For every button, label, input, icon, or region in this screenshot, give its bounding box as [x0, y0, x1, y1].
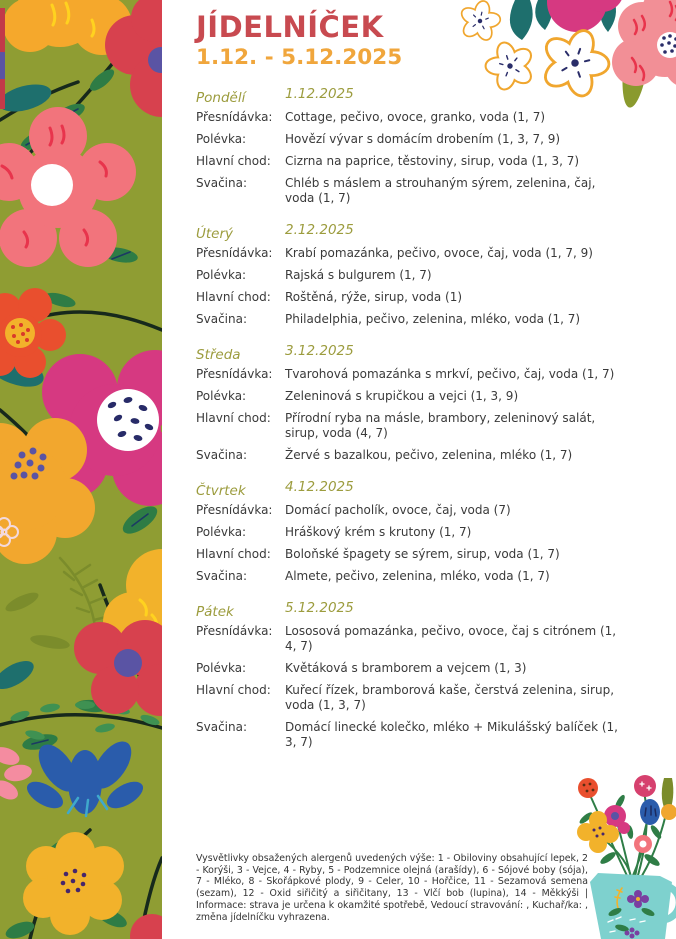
- meal-label: Hlavní chod:: [196, 546, 271, 561]
- meal-row: [196, 661, 625, 676]
- meal-row: [196, 154, 625, 169]
- day-section-thursday: [196, 478, 625, 584]
- day-name: Středa: [196, 346, 241, 363]
- meal-label: Polévka:: [196, 660, 247, 675]
- meal-value: Krabí pomazánka, pečivo, ovoce, čaj, voda (1, 7, 9): [285, 245, 593, 260]
- meal-value: Chléb s máslem a strouhaným sýrem, zelenina, čaj, voda (1, 7): [285, 175, 596, 205]
- meal-label: Polévka:: [196, 267, 247, 282]
- meal-value: Philadelphia, pečivo, zelenina, mléko, voda (1, 7): [285, 311, 581, 326]
- meal-label: Svačina:: [196, 568, 248, 583]
- meal-value: Přírodní ryba na másle, brambory, zeleninový salát, sirup, voda (4, 7): [285, 410, 596, 440]
- meal-value: Rajská s bulgurem (1, 7): [285, 267, 432, 282]
- meal-label: Polévka:: [196, 388, 247, 403]
- meal-row: [196, 246, 625, 261]
- meal-row: [196, 720, 625, 750]
- day-section-wednesday: [196, 342, 625, 463]
- meal-value: Zeleninová s krupičkou a vejci (1, 3, 9): [285, 388, 519, 403]
- meal-label: Přesnídávka:: [196, 502, 273, 517]
- meal-label: Polévka:: [196, 131, 247, 146]
- meal-row: [196, 290, 625, 305]
- meal-row: [196, 525, 625, 540]
- meal-label: Svačina:: [196, 447, 248, 462]
- meal-row: [196, 624, 625, 654]
- day-date: 5.12.2025: [285, 599, 354, 616]
- floral-left-border-illustration: [0, 0, 162, 939]
- meal-value: Boloňské špagety se sýrem, sirup, voda (1, 7): [285, 546, 560, 561]
- meal-row: [196, 367, 625, 382]
- meal-value: Hráškový krém s krutony (1, 7): [285, 524, 472, 539]
- meal-label: Hlavní chod:: [196, 153, 271, 168]
- meal-label: Hlavní chod:: [196, 410, 271, 425]
- meal-value: Hovězí vývar s domácím drobením (1, 3, 7, 9): [285, 131, 561, 146]
- meal-label: Přesnídávka:: [196, 245, 273, 260]
- day-date: 4.12.2025: [285, 478, 354, 495]
- meal-row: [196, 110, 625, 125]
- meal-row: [196, 569, 625, 584]
- meal-value: Kuřecí řízek, bramborová kaše, čerstvá zelenina, sirup, voda (1, 3, 7): [285, 682, 615, 712]
- day-section-friday: [196, 599, 625, 750]
- day-heading: [196, 85, 625, 106]
- meal-value: Roštěná, rýže, sirup, voda (1): [285, 289, 463, 304]
- day-section-monday: [196, 85, 625, 206]
- meal-value: Domácí linecké kolečko, mléko + Mikulášský balíček (1, 3, 7): [285, 719, 618, 749]
- meal-label: Svačina:: [196, 719, 248, 734]
- meal-row: [196, 683, 625, 713]
- allergen-footnote: Vysvětlivky obsažených alergenů uvedených výše: 1 - Obiloviny obsahující lepek, 2 - Korýši, 3 - Vejce, 4 - Ryby, 5 - Podzemnice olejná (arašídy), 6 - Sójové boby (sója), 7 - Mléko, 8 - Skořápkové plody, 9 - Celer, 10 - Hořčice, 11 - Sezamová semena (sezam), 12 - Oxid siřičitý a siřičitany, 13 - Vlčí bob (lupina), 14 - Měkkýši | Informace: strava je určena k okamžité spotřebě, Vedoucí stravování: , Kuchař/ka: , změna jídelníčku vyhrazena.: [196, 853, 588, 923]
- day-name: Úterý: [196, 225, 234, 242]
- day-date: 1.12.2025: [285, 85, 354, 102]
- meal-label: Přesnídávka:: [196, 623, 273, 638]
- day-name: Pátek: [196, 603, 234, 620]
- meal-label: Přesnídávka:: [196, 366, 273, 381]
- meal-value: Almete, pečivo, zelenina, mléko, voda (1, 7): [285, 568, 550, 583]
- meal-label: Svačina:: [196, 311, 248, 326]
- meal-row: [196, 176, 625, 206]
- meal-value: Květáková s bramborem a vejcem (1, 3): [285, 660, 527, 675]
- meal-value: Lososová pomazánka, pečivo, ovoce, čaj s citrónem (1, 4, 7): [285, 623, 617, 653]
- date-range: 1.12. - 5.12.2025: [196, 44, 403, 70]
- day-date: 2.12.2025: [285, 221, 354, 238]
- day-section-tuesday: [196, 221, 625, 327]
- page-title: JÍDELNÍČEK: [196, 10, 384, 44]
- meal-label: Polévka:: [196, 524, 247, 539]
- day-name: Čtvrtek: [196, 482, 246, 499]
- meal-row: [196, 132, 625, 147]
- meal-label: Hlavní chod:: [196, 682, 271, 697]
- meal-value: Žervé s bazalkou, pečivo, zelenina, mléko (1, 7): [285, 447, 573, 462]
- day-heading: [196, 478, 625, 499]
- meal-label: Svačina:: [196, 175, 248, 190]
- meal-row: [196, 389, 625, 404]
- day-heading: [196, 599, 625, 620]
- meal-row: [196, 312, 625, 327]
- meal-row: [196, 448, 625, 463]
- day-date: 3.12.2025: [285, 342, 354, 359]
- day-heading: [196, 221, 625, 242]
- day-name: Pondělí: [196, 89, 246, 106]
- meal-row: [196, 547, 625, 562]
- meal-row: [196, 503, 625, 518]
- day-heading: [196, 342, 625, 363]
- meal-value: Tvarohová pomazánka s mrkví, pečivo, čaj, voda (1, 7): [285, 366, 615, 381]
- meal-label: Přesnídávka:: [196, 109, 273, 124]
- meal-value: Cizrna na paprice, těstoviny, sirup, voda (1, 3, 7): [285, 153, 580, 168]
- meal-label: Hlavní chod:: [196, 289, 271, 304]
- meal-row: [196, 268, 625, 283]
- menu-content: [196, 12, 625, 757]
- meal-row: [196, 411, 625, 441]
- meal-value: Cottage, pečivo, ovoce, granko, voda (1, 7): [285, 109, 546, 124]
- meal-value: Domácí pacholík, ovoce, čaj, voda (7): [285, 502, 511, 517]
